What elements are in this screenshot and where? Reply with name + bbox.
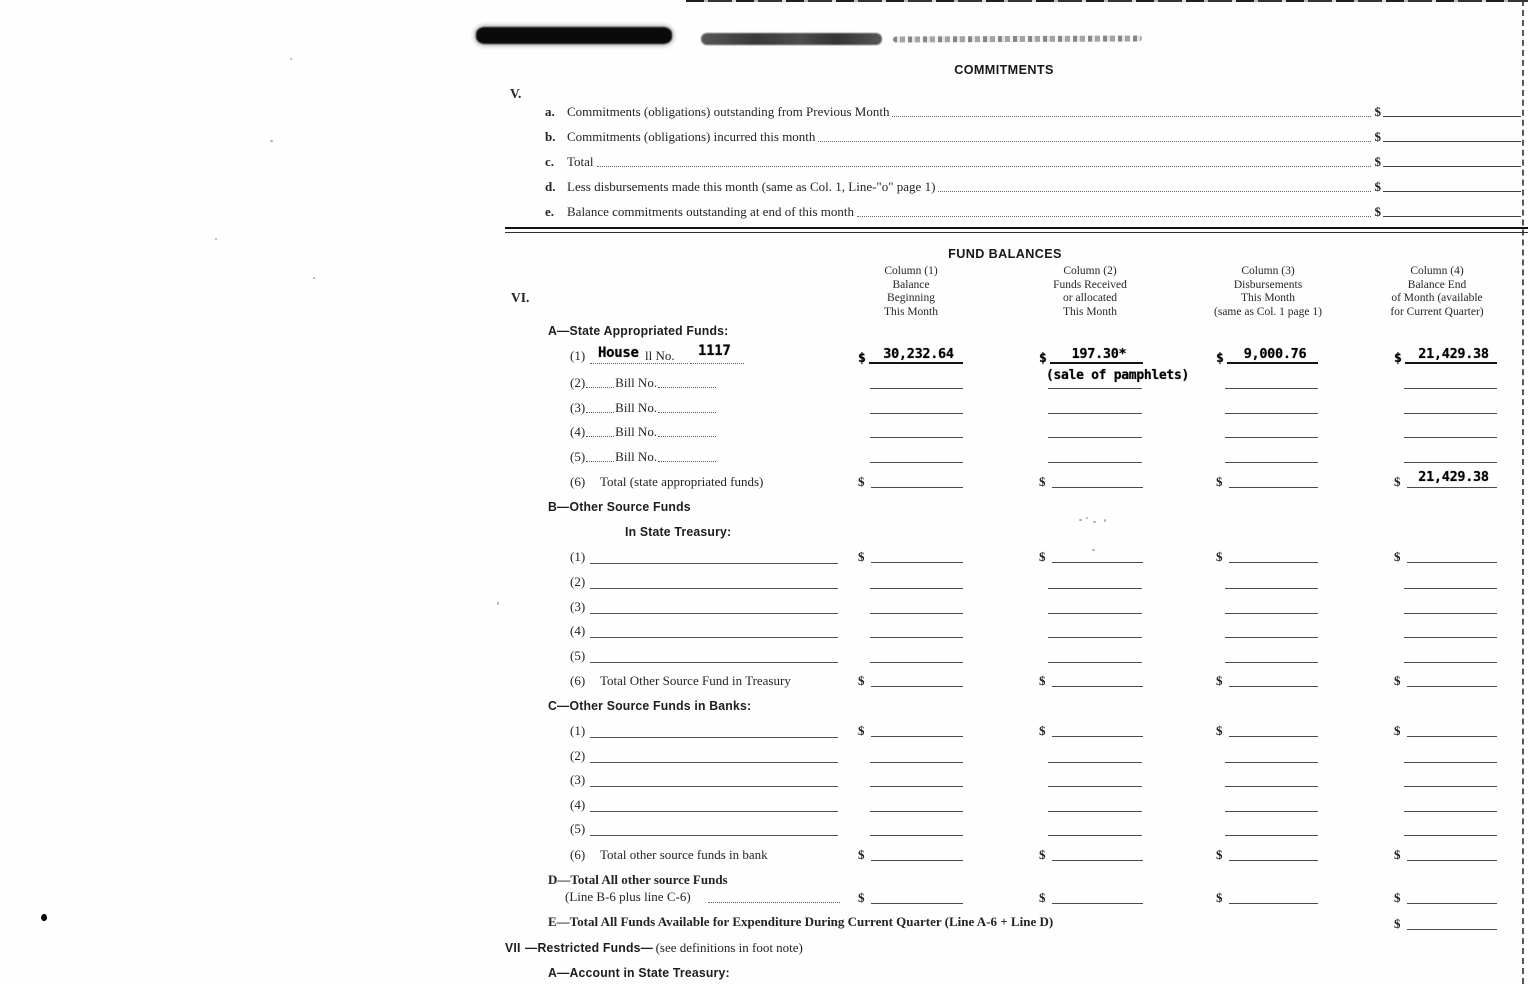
d-col1-cell xyxy=(858,884,963,904)
blank-amount-line xyxy=(870,437,963,438)
dollar-sign: $ xyxy=(1039,847,1046,862)
amount-line xyxy=(871,903,963,904)
dotted-leader xyxy=(938,191,1370,192)
a1-col3-cell xyxy=(1216,344,1318,364)
blank-amount-line xyxy=(1404,388,1497,389)
blank-amount-line xyxy=(1225,413,1318,414)
row-number: (3) xyxy=(570,599,586,614)
section-vii-row xyxy=(505,940,803,956)
section-b-subheading: In State Treasury: xyxy=(625,525,732,539)
section-v-label: V. xyxy=(510,86,522,101)
blank-amount-line xyxy=(1225,762,1318,763)
commitment-line-a xyxy=(545,104,1521,120)
b6-col4-cell xyxy=(1394,667,1497,687)
section-vi-label: VI. xyxy=(511,290,530,305)
blank-amount-line xyxy=(1404,811,1497,812)
blank-amount-line xyxy=(870,762,963,763)
item-text: Commitments (obligations) incurred this month xyxy=(567,129,816,144)
dollar-sign: $ xyxy=(1394,916,1401,931)
a1-col2-note: (sale of pamphlets) xyxy=(1046,368,1190,383)
blank-amount-line xyxy=(1225,613,1318,614)
b1-col4-cell xyxy=(1394,543,1497,563)
a-blank-row xyxy=(570,449,717,465)
dollar-sign: $ xyxy=(1039,723,1046,738)
row-number: (1) xyxy=(570,348,586,363)
amount-line xyxy=(871,487,963,488)
amount-blank-line xyxy=(1383,216,1521,217)
amount-blank-line xyxy=(1383,141,1521,142)
blank-amount-line xyxy=(1404,437,1497,438)
description-blank-line xyxy=(590,588,838,589)
blank-amount-line xyxy=(1048,637,1142,638)
section-a-heading: A—State Appropriated Funds: xyxy=(548,324,729,338)
dollar-sign: $ xyxy=(858,351,866,366)
bill-no-label: Bill No. xyxy=(615,400,658,415)
c6-col1-cell xyxy=(858,841,963,861)
section-d-sublabel: (Line B-6 plus line C-6) xyxy=(565,889,691,904)
commitment-line-d xyxy=(545,179,1521,195)
a6-col2-cell xyxy=(1039,468,1143,488)
scan-speck xyxy=(290,58,292,60)
dollar-sign: $ xyxy=(1394,723,1401,738)
dollar-sign: $ xyxy=(1394,890,1401,905)
blank-amount-line xyxy=(1225,462,1318,463)
dollar-sign: $ xyxy=(1374,204,1381,219)
amount-line xyxy=(1052,860,1143,861)
typed-bill-type: House xyxy=(598,345,639,361)
dollar-sign: $ xyxy=(1216,549,1223,564)
b-total-label: Total Other Source Fund in Treasury xyxy=(600,673,791,688)
scan-speck xyxy=(215,238,217,240)
blank-line xyxy=(658,387,716,388)
d-col4-cell xyxy=(1394,884,1497,904)
item-letter: c. xyxy=(545,154,555,169)
blank-amount-line xyxy=(870,835,963,836)
blank-amount-line xyxy=(1048,388,1142,389)
c6-col3-cell xyxy=(1216,841,1318,861)
bill-no-label: Bill No. xyxy=(615,375,658,390)
dollar-sign: $ xyxy=(1039,549,1046,564)
blank-amount-line xyxy=(1225,811,1318,812)
blank-amount-line xyxy=(1404,413,1497,414)
c-total-label: Total other source funds in bank xyxy=(600,847,768,862)
c1-col4-cell xyxy=(1394,717,1497,737)
e-col4-cell xyxy=(1394,910,1497,930)
blank-amount-line xyxy=(870,388,963,389)
amount-line xyxy=(871,562,963,563)
section-vii-a-heading: A—Account in State Treasury: xyxy=(548,966,730,980)
blank-amount-line xyxy=(1048,413,1142,414)
dollar-sign: $ xyxy=(1039,890,1046,905)
item-letter: e. xyxy=(545,204,555,219)
section-b-heading: B—Other Source Funds xyxy=(548,500,691,514)
row-number: (2) xyxy=(570,748,586,763)
description-blank-line xyxy=(590,613,838,614)
amount-line xyxy=(871,686,963,687)
row-number: (1) xyxy=(570,549,586,564)
c6-col2-cell xyxy=(1039,841,1143,861)
amount-line xyxy=(1407,562,1497,563)
c1-col3-cell xyxy=(1216,717,1318,737)
blank-amount-line xyxy=(1048,786,1142,787)
blank-amount-line xyxy=(870,811,963,812)
column-1-header: Column (1) Balance Beginning This Month xyxy=(884,265,938,318)
amount-line xyxy=(1407,736,1497,737)
dotted-leader xyxy=(818,141,1370,142)
amount-line xyxy=(1052,562,1143,563)
dollar-sign: $ xyxy=(1374,179,1381,194)
scan-speck xyxy=(1104,519,1106,522)
amount-line xyxy=(1405,362,1497,364)
typed-bill-number: 1117 xyxy=(698,343,731,359)
dollar-sign: $ xyxy=(858,723,865,738)
d-col2-cell xyxy=(1039,884,1143,904)
a1-col3-value: 9,000.76 xyxy=(1243,346,1307,362)
redaction-smudge-medium xyxy=(701,33,882,45)
blank-amount-line xyxy=(1225,637,1318,638)
blank-amount-line xyxy=(1404,588,1497,589)
section-vii-heading: —Restricted Funds— xyxy=(524,941,653,955)
description-blank-line xyxy=(590,737,838,738)
item-letter: d. xyxy=(545,179,556,194)
amount-line xyxy=(1229,736,1318,737)
blank-line xyxy=(586,461,614,462)
dollar-sign: $ xyxy=(1216,890,1223,905)
blank-line xyxy=(586,412,614,413)
a1-col2-value: 197.30* xyxy=(1071,346,1127,362)
column-4-header: Column (4) Balance End of Month (available for Current Quarter) xyxy=(1390,265,1484,318)
double-rule-divider xyxy=(505,227,1528,233)
dollar-sign: $ xyxy=(1216,474,1223,489)
row-number: (5) xyxy=(570,821,586,836)
commitments-title: COMMITMENTS xyxy=(954,62,1054,77)
b6-col3-cell xyxy=(1216,667,1318,687)
blank-amount-line xyxy=(1048,588,1142,589)
dollar-sign: $ xyxy=(858,474,865,489)
amount-line xyxy=(1407,686,1497,687)
a6-col4-value: 21,429.38 xyxy=(1418,469,1489,485)
dotted-leader xyxy=(597,166,1371,167)
a1-col1-cell xyxy=(858,344,963,364)
b6-col2-cell xyxy=(1039,667,1143,687)
blank-line xyxy=(658,436,716,437)
blank-line xyxy=(658,461,716,462)
b6-col1-cell xyxy=(858,667,963,687)
row-number: (4) xyxy=(570,623,586,638)
row-number: (4) xyxy=(570,424,586,439)
amount-blank-line xyxy=(1383,191,1521,192)
dollar-sign: $ xyxy=(1394,474,1401,489)
section-d-heading: D—Total All other source Funds xyxy=(548,872,728,887)
amount-line xyxy=(1052,903,1143,904)
blank-amount-line xyxy=(870,637,963,638)
dollar-sign: $ xyxy=(1394,351,1402,366)
scan-right-edge xyxy=(1522,0,1524,984)
a1-col4-cell xyxy=(1394,344,1497,364)
dollar-sign: $ xyxy=(1216,351,1224,366)
item-text: Balance commitments outstanding at end of this month xyxy=(567,204,855,219)
blank-amount-line xyxy=(870,786,963,787)
dotted-leader xyxy=(708,902,840,903)
row-number: (6) xyxy=(570,847,586,862)
dollar-sign: $ xyxy=(1374,104,1381,119)
bill-number-blank-line xyxy=(690,363,744,364)
a-blank-row xyxy=(570,400,717,416)
scan-speck xyxy=(1093,521,1096,523)
blank-amount-line xyxy=(1048,762,1142,763)
blank-amount-line xyxy=(1048,662,1142,663)
scan-speck xyxy=(497,602,499,605)
column-2-header: Column (2) Funds Received or allocated This Month xyxy=(1053,265,1127,318)
a-blank-row xyxy=(570,375,717,391)
ink-blot xyxy=(40,913,48,922)
b1-col1-cell xyxy=(858,543,963,563)
description-blank-line xyxy=(590,811,838,812)
scan-speck xyxy=(1086,517,1088,519)
blank-line xyxy=(658,412,716,413)
blank-amount-line xyxy=(1404,662,1497,663)
dotted-leader xyxy=(857,216,1370,217)
blank-amount-line xyxy=(870,462,963,463)
scan-speck xyxy=(1079,519,1082,521)
redaction-smudge-light xyxy=(893,35,1142,42)
dollar-sign: $ xyxy=(1394,549,1401,564)
blank-amount-line xyxy=(1225,437,1318,438)
blank-amount-line xyxy=(870,413,963,414)
dollar-sign: $ xyxy=(1039,351,1047,366)
blank-amount-line xyxy=(1404,835,1497,836)
amount-line xyxy=(1052,736,1143,737)
blank-amount-line xyxy=(1225,662,1318,663)
blank-amount-line xyxy=(1048,462,1142,463)
dollar-sign: $ xyxy=(858,847,865,862)
redaction-smudge-dark xyxy=(476,27,672,44)
bill-no-label: Bill No. xyxy=(615,424,658,439)
c6-col4-cell xyxy=(1394,841,1497,861)
section-c-heading: C—Other Source Funds in Banks: xyxy=(548,699,752,713)
amount-line xyxy=(1229,860,1318,861)
item-text: Total xyxy=(567,154,594,169)
c1-col1-cell xyxy=(858,717,963,737)
blank-amount-line xyxy=(870,662,963,663)
dollar-sign: $ xyxy=(1216,673,1223,688)
commitment-line-b xyxy=(545,129,1521,145)
blank-amount-line xyxy=(1225,588,1318,589)
amount-blank-line xyxy=(1383,116,1521,117)
section-e-text: E—Total All Funds Available for Expenditure During Current Quarter (Line A-6 + Line D) xyxy=(548,914,1054,929)
dollar-sign: $ xyxy=(1039,474,1046,489)
a1-col2-cell xyxy=(1039,344,1143,364)
fund-balances-title: FUND BALANCES xyxy=(948,246,1062,261)
d-col3-cell xyxy=(1216,884,1318,904)
amount-line xyxy=(1407,487,1497,488)
dollar-sign: $ xyxy=(858,890,865,905)
blank-amount-line xyxy=(1404,786,1497,787)
blank-amount-line xyxy=(1048,811,1142,812)
amount-line xyxy=(1407,860,1497,861)
blank-amount-line xyxy=(870,588,963,589)
dollar-sign: $ xyxy=(1374,129,1381,144)
amount-line xyxy=(1052,487,1143,488)
b1-col2-cell xyxy=(1039,543,1143,563)
blank-amount-line xyxy=(1404,637,1497,638)
blank-amount-line xyxy=(1225,388,1318,389)
row-number: (3) xyxy=(570,400,586,415)
blank-amount-line xyxy=(870,613,963,614)
amount-line xyxy=(1052,686,1143,687)
section-vii-note: (see definitions in foot note) xyxy=(655,940,803,955)
amount-line xyxy=(1229,487,1318,488)
dollar-sign: $ xyxy=(1216,847,1223,862)
blank-amount-line xyxy=(1404,762,1497,763)
description-blank-line xyxy=(590,786,838,787)
commitment-line-e xyxy=(545,204,1521,220)
a-total-label: Total (state appropriated funds) xyxy=(600,474,764,489)
description-blank-line xyxy=(590,762,838,763)
amount-line xyxy=(1229,686,1318,687)
description-blank-line xyxy=(590,835,838,836)
dollar-sign: $ xyxy=(1394,673,1401,688)
row-number: (2) xyxy=(570,574,586,589)
amount-blank-line xyxy=(1383,166,1521,167)
blank-amount-line xyxy=(1048,613,1142,614)
blank-amount-line xyxy=(1048,835,1142,836)
c1-col2-cell xyxy=(1039,717,1143,737)
commitment-line-c xyxy=(545,154,1521,170)
item-letter: b. xyxy=(545,129,556,144)
a-blank-row xyxy=(570,424,717,440)
dollar-sign: $ xyxy=(858,549,865,564)
b1-col3-cell xyxy=(1216,543,1318,563)
bill-no-label: Bill No. xyxy=(615,449,658,464)
description-blank-line xyxy=(590,637,838,638)
scan-speck xyxy=(270,140,273,142)
row-number: (5) xyxy=(570,648,586,663)
section-vii-numeral: VII xyxy=(505,941,521,955)
a6-col1-cell xyxy=(858,468,963,488)
row-number: (6) xyxy=(570,474,586,489)
a6-col3-cell xyxy=(1216,468,1318,488)
blank-amount-line xyxy=(1225,835,1318,836)
amount-line xyxy=(1229,903,1318,904)
item-text: Commitments (obligations) outstanding from Previous Month xyxy=(567,104,890,119)
row-number: (1) xyxy=(570,723,586,738)
blank-line xyxy=(586,436,614,437)
amount-line xyxy=(871,860,963,861)
blank-amount-line xyxy=(1404,462,1497,463)
bill-no-label: ll No. xyxy=(645,348,675,363)
description-blank-line xyxy=(590,662,838,663)
dollar-sign: $ xyxy=(858,673,865,688)
item-text: Less disbursements made this month (same as Col. 1, Line-"o" page 1) xyxy=(567,179,936,194)
blank-amount-line xyxy=(1404,613,1497,614)
blank-amount-line xyxy=(1225,786,1318,787)
dollar-sign: $ xyxy=(1394,847,1401,862)
row-number: (6) xyxy=(570,673,586,688)
row-number: (4) xyxy=(570,797,586,812)
scan-top-edge xyxy=(686,0,1528,2)
dollar-sign: $ xyxy=(1216,723,1223,738)
row-number: (5) xyxy=(570,449,586,464)
a6-col4-cell xyxy=(1394,468,1497,488)
description-blank-line xyxy=(590,563,838,564)
column-3-header: Column (3) Disbursements This Month (same as Col. 1 page 1) xyxy=(1214,265,1322,318)
dotted-leader xyxy=(892,116,1370,117)
amount-line xyxy=(1227,362,1318,364)
amount-line xyxy=(1407,903,1497,904)
amount-line xyxy=(1050,362,1143,364)
blank-line xyxy=(586,387,614,388)
dollar-sign: $ xyxy=(1039,673,1046,688)
blank-amount-line xyxy=(1048,437,1142,438)
amount-line xyxy=(1407,929,1497,930)
a1-col4-value: 21,429.38 xyxy=(1418,346,1489,362)
dollar-sign: $ xyxy=(1374,154,1381,169)
scan-speck xyxy=(313,277,315,279)
amount-line xyxy=(869,362,963,364)
row-number: (3) xyxy=(570,772,586,787)
amount-line xyxy=(1229,562,1318,563)
row-number: (2) xyxy=(570,375,586,390)
amount-line xyxy=(871,736,963,737)
a1-col1-value: 30,232.64 xyxy=(883,346,954,362)
item-letter: a. xyxy=(545,104,555,119)
